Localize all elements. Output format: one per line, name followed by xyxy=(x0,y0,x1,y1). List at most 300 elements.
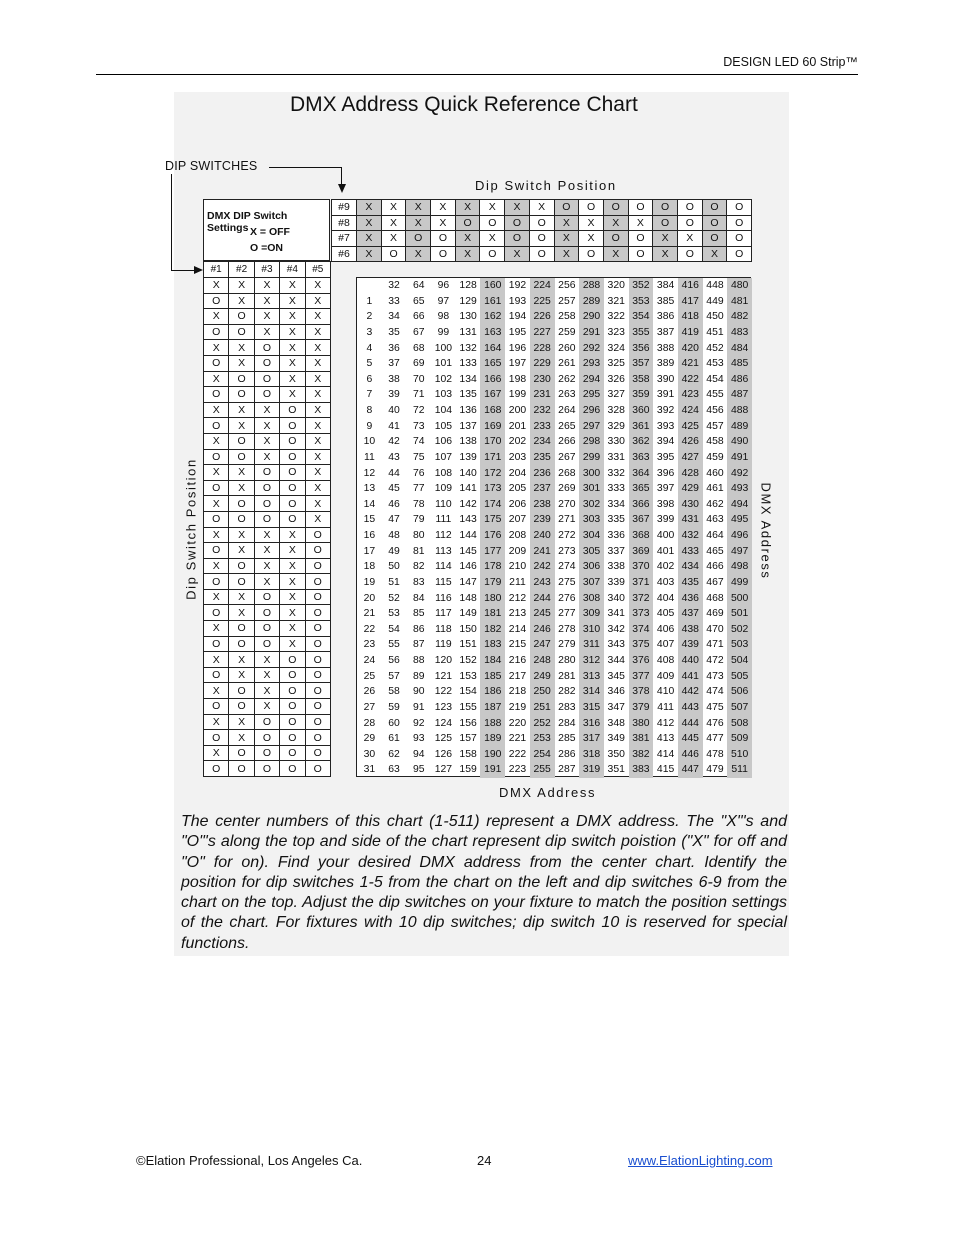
switch-state-cell: X xyxy=(431,200,456,216)
dmx-address-cell: 249 xyxy=(530,669,555,685)
dmx-address-cell: 82 xyxy=(412,561,425,573)
dmx-address-cell: 459 xyxy=(706,451,724,463)
dmx-address-cell: 98 xyxy=(437,311,450,323)
dmx-address-cell: 379 xyxy=(629,700,654,716)
dmx-address-cell: 75 xyxy=(412,451,425,463)
switch-state-cell: X xyxy=(305,480,330,496)
dmx-address-cell: 148 xyxy=(459,592,477,604)
dmx-address-cell: 475 xyxy=(706,701,724,713)
dmx-address-cell: 198 xyxy=(508,373,527,385)
dmx-address-cell: 146 xyxy=(459,561,477,573)
dmx-address-cell: 275 xyxy=(558,576,576,588)
dmx-address-cell: 389 xyxy=(656,358,675,370)
switch-state-cell: O xyxy=(204,574,229,590)
switch-state-cell: O xyxy=(204,355,229,371)
dmx-address-cell: 277 xyxy=(558,608,576,620)
switch-state-cell: X xyxy=(305,355,330,371)
dmx-address-cell: 262 xyxy=(558,373,576,385)
switch-number-label: #9 xyxy=(332,200,357,216)
left-switch-row xyxy=(204,309,331,325)
dmx-address-cell: 218 xyxy=(508,686,527,698)
switch-state-cell: O xyxy=(229,745,254,761)
dmx-address-cell: 159 xyxy=(459,764,477,776)
dmx-address-cell: 2 xyxy=(366,311,373,323)
switch-state-cell: O xyxy=(204,511,229,527)
switch-state-cell: O xyxy=(204,761,229,777)
legend-off: X = OFF xyxy=(250,226,290,238)
switch-state-cell: X xyxy=(204,309,229,325)
instructions-paragraph: The center numbers of this chart (1-511) represent a DMX address. The "X"'s and "O"'s along the top and side of the chart represent dip switch poistion ("X" for off and "O" for on). Find your desired DMX address from the center chart. Identify the position for dip switches 1-5 from the chart on the left and dip switches 6-9 from the chart on the top. Adjust the dip switches on your fixture to match the position settings of the chart. For fixtures with 10 dip switches; dip switch 10 is reserved for special functions. xyxy=(181,813,787,952)
switch-state-cell: O xyxy=(305,589,330,605)
switch-state-cell: O xyxy=(529,246,554,262)
dmx-address-cell: 338 xyxy=(607,561,625,573)
switch-state-cell: O xyxy=(702,231,727,247)
dmx-address-cell: 222 xyxy=(508,748,527,760)
switch-state-cell: O xyxy=(628,200,653,216)
switch-state-cell: O xyxy=(229,496,254,512)
dmx-address-cell: 423 xyxy=(678,387,703,403)
dmx-address-cell: 117 xyxy=(435,608,452,620)
left-switch-row xyxy=(204,340,331,356)
dmx-address-cell: 141 xyxy=(459,483,477,495)
dmx-address-cell: 36 xyxy=(388,342,400,354)
switch-state-cell: X xyxy=(357,231,382,247)
dmx-address-cell: 456 xyxy=(706,405,724,416)
dmx-address-cell: 507 xyxy=(727,700,752,716)
switch-state-cell: O xyxy=(305,652,330,668)
dmx-address-cell: 152 xyxy=(459,655,477,666)
switch-state-cell: O xyxy=(204,605,229,621)
dmx-address-cell: 321 xyxy=(607,295,625,307)
left-switch-row xyxy=(204,543,331,559)
dmx-address-cell: 215 xyxy=(508,639,527,651)
dmx-address-cell: 261 xyxy=(558,358,576,370)
top-switch-row xyxy=(332,246,752,262)
dmx-address-cell: 118 xyxy=(435,623,452,635)
switch-state-cell: O xyxy=(229,371,254,387)
dmx-address-cell: 452 xyxy=(706,342,724,354)
left-header-row xyxy=(204,262,331,278)
dmx-address-cell: 260 xyxy=(558,342,576,354)
dmx-address-cell: 414 xyxy=(656,748,675,760)
dmx-address-cell: 61 xyxy=(388,733,400,745)
switch-state-cell: O xyxy=(505,215,530,231)
switch-state-cell: O xyxy=(229,433,254,449)
dmx-address-cell: 101 xyxy=(434,358,453,370)
switch-state-cell: O xyxy=(653,200,678,216)
dmx-address-cell: 510 xyxy=(727,747,752,763)
switch-state-cell: O xyxy=(628,231,653,247)
switch-state-cell: O xyxy=(254,621,279,637)
switch-state-cell: X xyxy=(653,231,678,247)
dmx-address-cell: 408 xyxy=(656,655,675,666)
dmx-address-cell: 490 xyxy=(727,434,752,450)
switch-state-cell: O xyxy=(727,231,752,247)
switch-state-cell: X xyxy=(204,433,229,449)
dmx-address-cell: 355 xyxy=(629,325,654,341)
switch-state-cell: X xyxy=(204,558,229,574)
dmx-address-cell: 217 xyxy=(508,670,527,682)
switch-state-cell: X xyxy=(505,200,530,216)
dmx-address-cell: 197 xyxy=(508,358,527,370)
switch-state-cell: O xyxy=(305,730,330,746)
dmx-address-cell: 509 xyxy=(727,731,752,747)
switch-number-label: #5 xyxy=(305,262,330,278)
dmx-address-cell: 351 xyxy=(607,764,625,776)
dmx-address-cell: 492 xyxy=(727,466,752,482)
dmx-address-cell: 360 xyxy=(629,403,654,419)
dmx-address-cell: 134 xyxy=(459,373,477,385)
dmx-address-cell: 274 xyxy=(558,561,576,573)
dmx-address-cell: 253 xyxy=(530,731,555,747)
dmx-address-cell: 318 xyxy=(579,747,604,763)
dmx-address-cell: 328 xyxy=(607,405,625,416)
dmx-address-cell: 168 xyxy=(480,403,505,419)
switch-state-cell: X xyxy=(229,340,254,356)
dmx-address-cell: 31 xyxy=(363,764,376,776)
dmx-address-cell: 306 xyxy=(579,559,604,575)
switch-state-cell: X xyxy=(254,449,279,465)
dmx-address-cell: 201 xyxy=(508,420,527,432)
dmx-address-cell: 345 xyxy=(607,670,625,682)
dmx-address-cell: 422 xyxy=(678,372,703,388)
dmx-address-cell: 44 xyxy=(388,467,400,479)
dmx-address-cell: 484 xyxy=(727,341,752,357)
dmx-address-cell: 37 xyxy=(388,358,400,370)
switch-state-cell: O xyxy=(204,449,229,465)
dmx-address-cell: 293 xyxy=(579,356,604,372)
dmx-address-cell: 430 xyxy=(678,497,703,513)
dmx-address-cell: 112 xyxy=(435,530,452,541)
dmx-address-cell: 264 xyxy=(558,405,576,416)
dmx-address-cell: 377 xyxy=(629,669,654,685)
switch-state-cell: O xyxy=(280,511,305,527)
switch-state-cell: X xyxy=(280,324,305,340)
dmx-address-cell: 53 xyxy=(388,608,400,620)
dmx-address-cell: 255 xyxy=(530,762,555,778)
dmx-address-cell: 244 xyxy=(530,591,555,607)
dmx-address-cell: 166 xyxy=(480,372,505,388)
dmx-address-cell: 411 xyxy=(657,701,674,713)
switch-state-cell: X xyxy=(653,246,678,262)
dmx-address-cell: 52 xyxy=(388,592,400,604)
switch-state-cell: X xyxy=(204,465,229,481)
dmx-address-cell: 161 xyxy=(480,294,505,310)
dmx-address-cell: 380 xyxy=(629,716,654,732)
dmx-address-cell: 69 xyxy=(412,358,425,370)
dmx-address-cell: 143 xyxy=(459,514,477,526)
dmx-address-cell: 165 xyxy=(480,356,505,372)
dmx-address-cell: 478 xyxy=(706,748,724,760)
dmx-address-cell: 145 xyxy=(459,545,477,557)
dmx-address-cell: 488 xyxy=(727,403,752,419)
left-switch-row xyxy=(204,621,331,637)
dmx-address-cell: 256 xyxy=(558,280,576,291)
dmx-address-cell: 131 xyxy=(459,326,477,338)
dmx-address-cell: 270 xyxy=(558,498,576,510)
switch-state-cell: O xyxy=(254,340,279,356)
switch-state-cell: X xyxy=(204,745,229,761)
dmx-address-cell: 358 xyxy=(629,372,654,388)
switch-state-cell: O xyxy=(229,636,254,652)
switch-state-cell: O xyxy=(305,558,330,574)
dmx-address-cell: 125 xyxy=(434,733,453,745)
switch-state-cell: O xyxy=(305,699,330,715)
dmx-address-cell: 271 xyxy=(558,514,576,526)
dmx-address-cell: 308 xyxy=(579,591,604,607)
dmx-address-cell: 366 xyxy=(629,497,654,513)
switch-state-cell: X xyxy=(305,418,330,434)
dmx-address-cell: 80 xyxy=(412,530,425,541)
dmx-address-cell: 119 xyxy=(435,639,452,651)
top-switch-row xyxy=(332,200,752,216)
dmx-address-cell: 381 xyxy=(629,731,654,747)
switch-state-cell: X xyxy=(280,605,305,621)
dmx-address-cell: 144 xyxy=(459,530,477,541)
switch-state-cell: O xyxy=(677,200,702,216)
dmx-address-cell: 107 xyxy=(434,451,453,463)
switch-state-cell: X xyxy=(204,589,229,605)
dmx-address-cell: 237 xyxy=(530,481,555,497)
dmx-address-cell: 9 xyxy=(366,420,373,432)
dmx-address-cell: 473 xyxy=(706,670,724,682)
dmx-address-cell: 477 xyxy=(706,733,724,745)
dmx-address-cell: 34 xyxy=(388,311,400,323)
left-switch-row xyxy=(204,402,331,418)
dmx-address-cell: 248 xyxy=(530,653,555,669)
dmx-address-cell: 322 xyxy=(607,311,625,323)
switch-state-cell: X xyxy=(579,231,604,247)
dmx-address-cell: 265 xyxy=(558,420,576,432)
website-link[interactable]: www.ElationLighting.com xyxy=(628,1153,773,1168)
dmx-address-cell: 350 xyxy=(607,748,625,760)
dmx-address-cell: 287 xyxy=(558,764,576,776)
dmx-address-cell: 495 xyxy=(727,512,752,528)
switch-state-cell: O xyxy=(204,480,229,496)
dmx-address-cell: 385 xyxy=(656,295,675,307)
dmx-address-cell: 301 xyxy=(579,481,604,497)
dmx-address-cell: 150 xyxy=(459,623,477,635)
dmx-address-cell: 204 xyxy=(508,467,527,479)
switch-state-cell: X xyxy=(305,340,330,356)
switch-state-cell: O xyxy=(305,543,330,559)
switch-state-cell: X xyxy=(406,215,431,231)
switch-state-cell: X xyxy=(229,465,254,481)
dmx-address-cell: 448 xyxy=(706,280,724,291)
switch-state-cell: X xyxy=(305,511,330,527)
dmx-address-cell: 361 xyxy=(629,419,654,435)
dmx-address-cell: 500 xyxy=(727,591,752,607)
switch-state-cell: O xyxy=(204,636,229,652)
dmx-address-cell: 470 xyxy=(706,623,724,635)
dmx-address-cell: 457 xyxy=(706,420,724,432)
dmx-address-cell: 300 xyxy=(579,466,604,482)
switch-state-cell: O xyxy=(529,231,554,247)
switch-state-cell: O xyxy=(254,371,279,387)
dmx-address-cell: 83 xyxy=(412,576,425,588)
dmx-address-cell: 239 xyxy=(530,512,555,528)
dmx-address-cell: 8 xyxy=(366,405,373,416)
dmx-address-cell: 203 xyxy=(508,451,527,463)
dmx-address-cell: 294 xyxy=(579,372,604,388)
dmx-address-cell: 228 xyxy=(530,341,555,357)
switch-state-cell: X xyxy=(204,652,229,668)
switch-state-cell: O xyxy=(305,683,330,699)
switch-state-cell: O xyxy=(406,231,431,247)
left-switch-row xyxy=(204,387,331,403)
switch-number-label: #7 xyxy=(332,231,357,247)
dmx-address-cell: 247 xyxy=(530,637,555,653)
switch-state-cell: X xyxy=(204,402,229,418)
dmx-address-cell: 196 xyxy=(508,342,527,354)
dmx-address-cell: 312 xyxy=(579,653,604,669)
switch-state-cell: X xyxy=(381,215,406,231)
switch-state-cell: O xyxy=(280,699,305,715)
dmx-address-cell: 502 xyxy=(727,622,752,638)
dmx-address-cell: 87 xyxy=(412,639,425,651)
dmx-address-cell: 188 xyxy=(480,716,505,732)
left-switch-row xyxy=(204,636,331,652)
dmx-address-cell: 72 xyxy=(412,405,425,416)
dmx-address-cell: 297 xyxy=(579,419,604,435)
left-switch-row xyxy=(204,745,331,761)
switch-state-cell: O xyxy=(280,433,305,449)
switch-state-cell: X xyxy=(254,293,279,309)
switch-state-cell: O xyxy=(204,324,229,340)
switch-state-cell: X xyxy=(628,215,653,231)
dmx-address-cell: 363 xyxy=(629,450,654,466)
dmx-address-cell: 192 xyxy=(508,280,527,291)
dmx-address-cell: 121 xyxy=(434,670,453,682)
dmx-address-cell: 110 xyxy=(435,498,452,510)
dmx-address-cell: 503 xyxy=(727,637,752,653)
dmx-address-cell: 81 xyxy=(412,545,425,557)
dmx-address-cell: 331 xyxy=(607,451,625,463)
switch-state-cell: X xyxy=(254,278,279,294)
dmx-address-cell: 231 xyxy=(530,387,555,403)
footer-copyright: ©Elation Professional, Los Angeles Ca. xyxy=(136,1153,363,1168)
switch-state-cell: O xyxy=(254,714,279,730)
switch-state-cell: X xyxy=(254,402,279,418)
dmx-address-cell: 483 xyxy=(727,325,752,341)
dmx-address-cell: 443 xyxy=(678,700,703,716)
dmx-address-cell: 403 xyxy=(656,576,675,588)
axis-bottom-label: DMX Address xyxy=(499,785,597,800)
switch-state-cell: X xyxy=(254,667,279,683)
dmx-address-cell: 311 xyxy=(579,637,604,653)
left-switch-row xyxy=(204,449,331,465)
switch-number-label: #3 xyxy=(254,262,279,278)
dmx-address-cell: 465 xyxy=(706,545,724,557)
dmx-address-cell: 235 xyxy=(530,450,555,466)
dmx-address-cell: 122 xyxy=(434,686,453,698)
switch-state-cell: X xyxy=(229,402,254,418)
left-switch-row xyxy=(204,511,331,527)
chart-title: DMX Address Quick Reference Chart xyxy=(290,93,638,116)
switch-state-cell: X xyxy=(603,215,628,231)
dmx-address-cell: 340 xyxy=(607,592,625,604)
dmx-address-cell: 494 xyxy=(727,497,752,513)
switch-state-cell: X xyxy=(280,371,305,387)
dmx-address-cell: 155 xyxy=(459,701,477,713)
switch-state-cell: O xyxy=(431,231,456,247)
axis-left-label: Dip Switch Position xyxy=(183,458,199,600)
dmx-address-cell: 305 xyxy=(579,544,604,560)
switch-state-cell: O xyxy=(254,355,279,371)
legend-title: DMX DIP Switch Settings xyxy=(207,210,288,234)
switch-state-cell: O xyxy=(280,496,305,512)
switch-state-cell: X xyxy=(305,371,330,387)
switch-state-cell: O xyxy=(280,730,305,746)
dmx-address-cell: 219 xyxy=(508,701,527,713)
switch-state-cell: O xyxy=(280,465,305,481)
switch-state-cell: X xyxy=(431,215,456,231)
dmx-address-cell: 250 xyxy=(530,684,555,700)
dmx-address-cell: 172 xyxy=(480,466,505,482)
dmx-address-cell: 332 xyxy=(607,467,625,479)
dmx-address-cell: 384 xyxy=(656,280,675,291)
dmx-address-cell: 71 xyxy=(412,389,425,401)
switch-state-cell: O xyxy=(280,761,305,777)
dmx-address-cell: 327 xyxy=(607,389,625,401)
dmx-address-cell: 21 xyxy=(363,608,376,620)
dmx-address-cell: 406 xyxy=(656,623,675,635)
dmx-address-cell: 438 xyxy=(678,622,703,638)
pointer-line-left xyxy=(171,270,195,271)
dmx-address-cell: 233 xyxy=(530,419,555,435)
dmx-address-cell: 397 xyxy=(656,483,675,495)
switch-state-cell: X xyxy=(204,371,229,387)
dmx-address-cell: 450 xyxy=(706,311,724,323)
dmx-address-cell: 409 xyxy=(656,670,675,682)
switch-state-cell: O xyxy=(204,418,229,434)
switch-state-cell: O xyxy=(229,621,254,637)
dmx-address-cell: 486 xyxy=(727,372,752,388)
dmx-address-cell: 116 xyxy=(435,592,452,604)
switch-state-cell: X xyxy=(229,667,254,683)
switch-state-cell: X xyxy=(280,558,305,574)
dmx-address-cell: 418 xyxy=(678,309,703,325)
dmx-address-cell: 320 xyxy=(607,280,625,291)
dmx-address-cell: 463 xyxy=(706,514,724,526)
dmx-address-cell: 259 xyxy=(558,326,576,338)
switch-state-cell: O xyxy=(229,309,254,325)
switch-state-cell: X xyxy=(280,636,305,652)
dmx-address-cell xyxy=(357,278,382,294)
switch-state-cell: X xyxy=(254,324,279,340)
dmx-address-cell: 365 xyxy=(629,481,654,497)
dmx-address-cell: 356 xyxy=(629,341,654,357)
switch-state-cell: O xyxy=(254,589,279,605)
dmx-address-cell: 482 xyxy=(727,309,752,325)
dmx-address-cell: 290 xyxy=(579,309,604,325)
dmx-address-cell: 103 xyxy=(434,389,453,401)
dmx-address-cell: 272 xyxy=(558,530,576,541)
dmx-address-cell: 435 xyxy=(678,575,703,591)
dmx-address-cell: 108 xyxy=(434,467,453,479)
dmx-address-cell: 276 xyxy=(558,592,576,604)
dmx-address-cell: 282 xyxy=(558,686,576,698)
switch-state-cell: O xyxy=(305,761,330,777)
switch-state-cell: O xyxy=(280,714,305,730)
switch-number-label: #8 xyxy=(332,215,357,231)
switch-state-cell: X xyxy=(229,543,254,559)
dmx-address-cell: 394 xyxy=(656,436,675,448)
switch-state-cell: X xyxy=(554,246,579,262)
dmx-address-cell: 133 xyxy=(459,358,477,370)
switch-state-cell: X xyxy=(603,246,628,262)
dmx-address-cell: 57 xyxy=(388,670,400,682)
